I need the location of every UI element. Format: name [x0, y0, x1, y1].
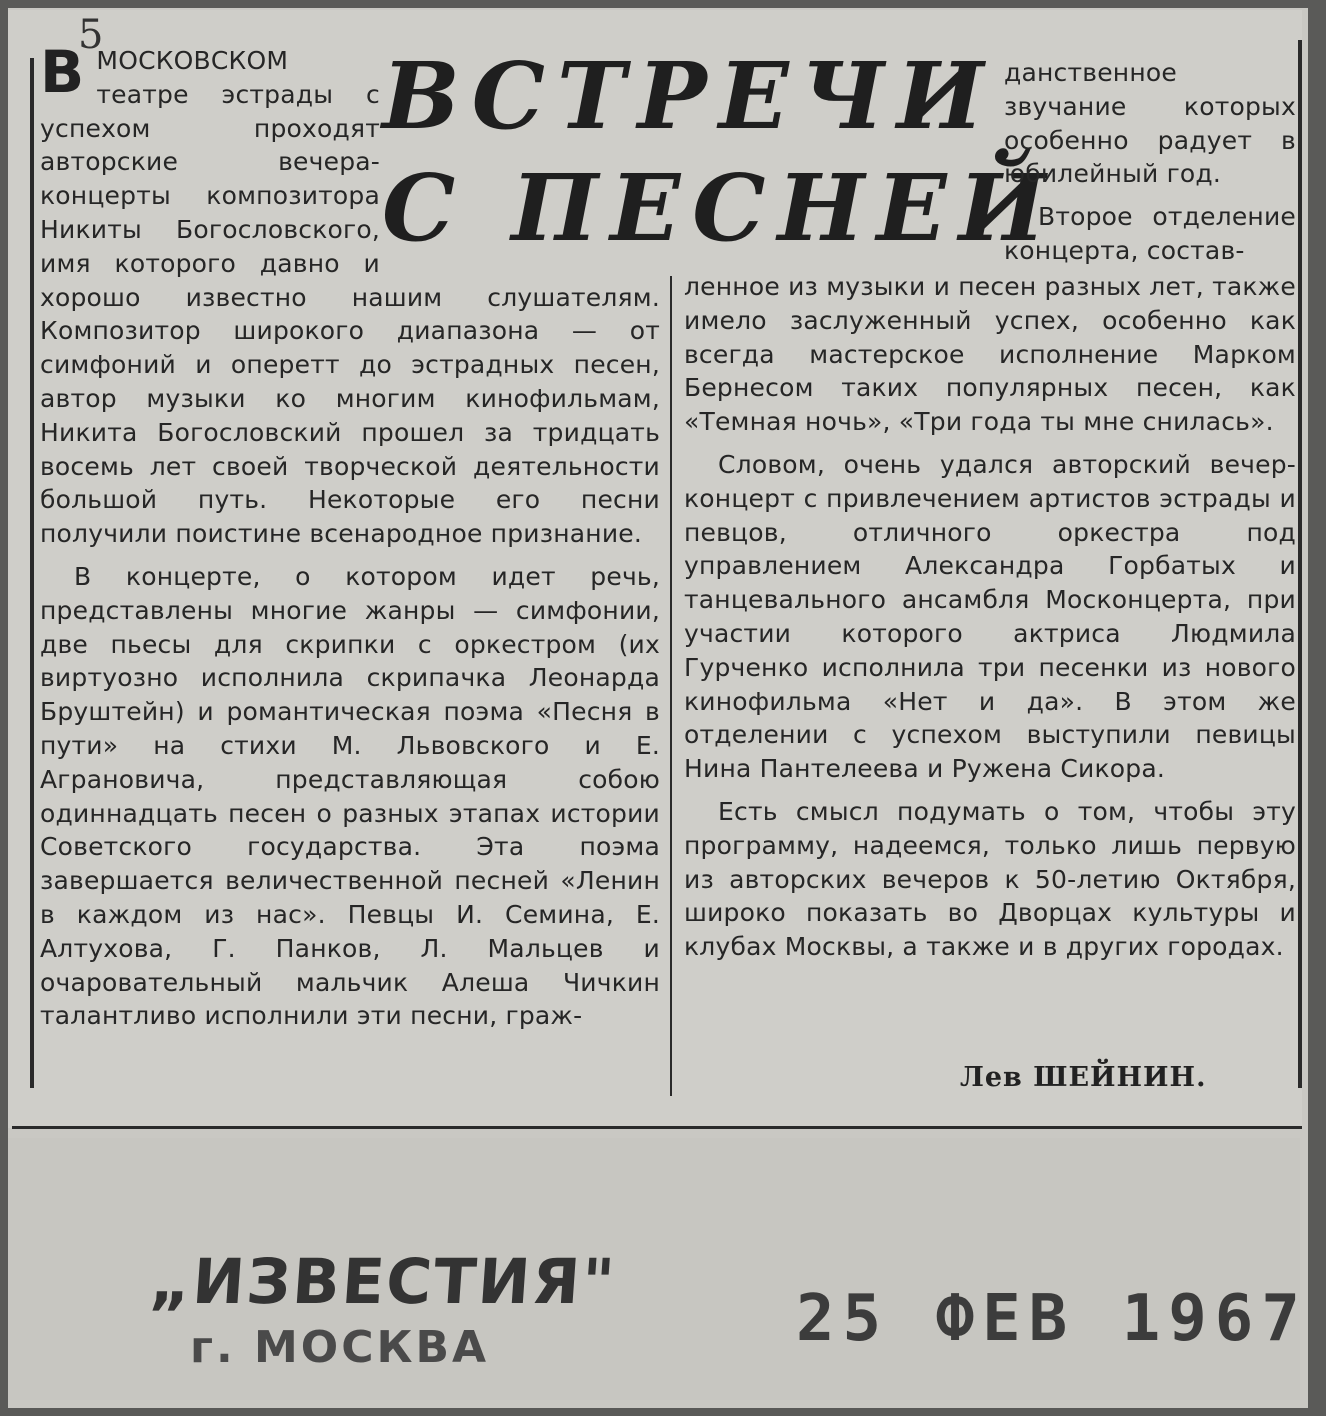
article-paragraph-4: Второе отделение концерта, состав-	[1004, 202, 1296, 265]
right-border-rule	[1298, 40, 1302, 1088]
headline-line-2: С ПЕСНЕЙ	[382, 154, 1058, 262]
article-paragraph-3: данственное звучание которых особенно радует в юбилейный год.	[1004, 58, 1296, 189]
drop-cap: В	[40, 38, 85, 106]
headline-line-1: ВСТРЕЧИ	[382, 42, 996, 150]
article-paragraph-2: В концерте, о котором идет речь, представлены многие жанры — симфонии, две пьесы для скрипки с оркестром (их виртуозно исполнила скрипачка Леонарда Бруштейн) и романтическая поэма «Песня в пути» на стихи М. Львовского и Е. Аграновича, представляющая собою одиннадцать песен о разных этапах истории Советского государства. Эта поэма завершается величественной песней «Ленин в каждом из нас». Певцы И. Семина, Е. Алтухова, Г. Панков, Л. Мальцев и очаровательный мальчик Алеша Чичкин талантливо исполнили эти песни, граж-	[40, 561, 660, 1031]
article-paragraph-1: ВМОСКОВСКОМ театре эстрады с успехом проходят авторские вечера-концерты композитора Никиты Богословского, имя которого давно и хорошо известно нашим слушателям. Композитор широкого диапазона — от симфоний и оперетт до эстрадных песен, автор музыки ко многим кинофильмам, Никита Богословский прошел за тридцать восемь лет своей творческой деятельности большой путь. Некоторые его песни получили поистине всенародное признание.	[40, 38, 660, 549]
article-paragraph-5: ленное из музыки и песен разных лет, также имело заслуженный успех, особенно как всегда мастерское исполнение Марком Бернесом таких популярных песен, как «Темная ночь», «Три года ты мне снилась».	[684, 272, 1296, 437]
column-right-top	[1004, 56, 1296, 268]
article-paragraph-6: Словом, очень удался авторский вечер-концерт с привлечением артистов эстрады и певцов, отличного оркестра под управлением Александра Горбатых и танцевального ансамбля Москонцерта, при участии которого актриса Людмила Гурченко исполнила три песенки из нового кинофильма «Нет и да». В этом же отделении с успехом выступили певицы Нина Пантелеева и Ружена Сикора.	[684, 449, 1296, 784]
newspaper-name-stamp: „ИЗВЕСТИЯ"	[147, 1245, 619, 1318]
left-border-rule	[30, 58, 34, 1088]
column-divider	[670, 276, 672, 1096]
author-signature: Лев ШЕЙНИН.	[960, 1062, 1207, 1093]
article-paragraph-7: Есть смысл подумать о том, чтобы эту программу, надеемся, только лишь первую из авторских вечеров к 50-летию Октября, широко показать во Дворцах культуры и клубах Москвы, а также и в других городах.	[684, 796, 1296, 962]
city-stamp: г. МОСКВА	[190, 1322, 490, 1373]
bottom-border-rule	[12, 1126, 1302, 1129]
column-left	[40, 38, 660, 1033]
date-stamp: 25 ФЕВ 1967	[796, 1282, 1308, 1356]
column-right	[684, 270, 1296, 964]
handwritten-page-number: 5	[78, 12, 104, 58]
